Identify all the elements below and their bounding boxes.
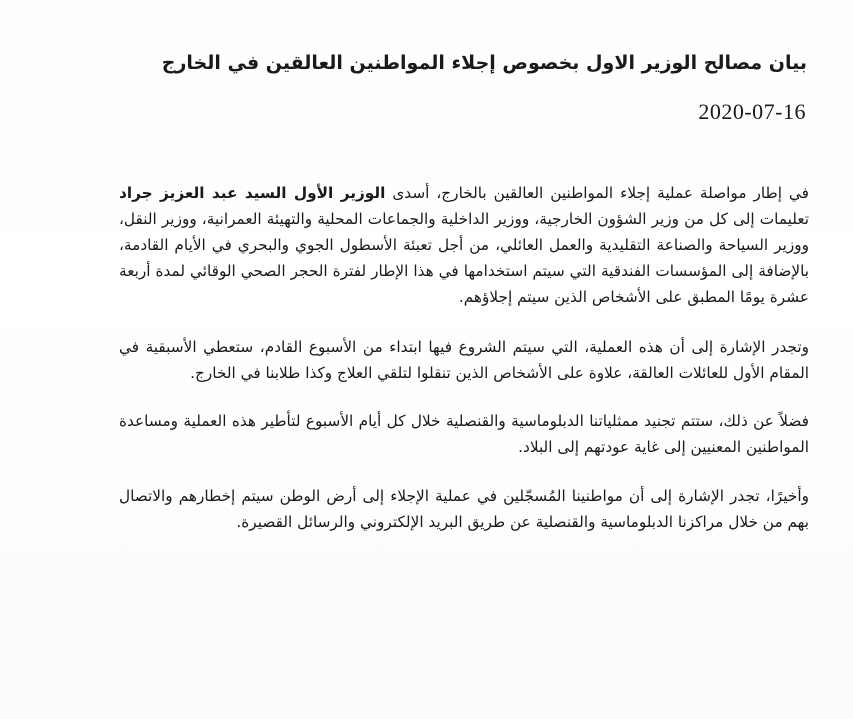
paragraph-1-rest: تعليمات إلى كل من وزير الشؤون الخارجية، ووزير الداخلية والجماعات المحلية والتهيئة العمرانية، ووزير النقل، ووزير السياحة والصناعة التقليدية والعمل العائلي، من أجل تعبئة الأسطول الجوي والبحري في الأيام القادمة، بالإضافة إلى المؤسسات الفندقية التي سيتم استخدامها في هذا الإطار لفترة الحجر الصحي الوقائي لمدة أربعة عشرة يومًا المطبق على الأشخاص الذين سيتم إجلاؤهم.	[119, 210, 809, 306]
paragraph-1-bold-name: الوزير الأول السيد عبد العزيز جراد	[119, 184, 386, 202]
document-title: بيان مصالح الوزير الاول بخصوص إجلاء المواطنين العالقين في الخارج	[161, 52, 807, 74]
paragraph-2: وتجدر الإشارة إلى أن هذه العملية، التي سيتم الشروع فيها ابتداء من الأسبوع القادم، ستعطي الأسبقية في المقام الأول للعائلات العالقة، علاوة على الأشخاص الذين تنقلوا لتلقي العلاج وكذا طلابنا في الخارج.	[119, 338, 809, 382]
paragraph-1-intro: في إطار مواصلة عملية إجلاء المواطنين العالقين بالخارج، أسدى	[385, 184, 809, 202]
document-body	[119, 180, 809, 558]
paragraph-4: وأخيرًا، تجدر الإشارة إلى أن مواطنينا المُسجّلين في عملية الإجلاء إلى أرض الوطن سيتم إخطارهم والاتصال بهم من خلال مراكزنا الدبلوماسية والقنصلية عن طريق البريد الإلكتروني والرسائل القصيرة.	[119, 487, 809, 531]
document-date: 2020-07-16	[698, 99, 806, 124]
paragraph-1	[119, 180, 809, 310]
paragraph-3: فضلاً عن ذلك، ستتم تجنيد ممثلياتنا الدبلوماسية والقنصلية خلال كل أيام الأسبوع لتأطير هذه العملية ومساعدة المواطنين المعنيين إلى غاية عودتهم إلى البلاد.	[119, 412, 809, 456]
